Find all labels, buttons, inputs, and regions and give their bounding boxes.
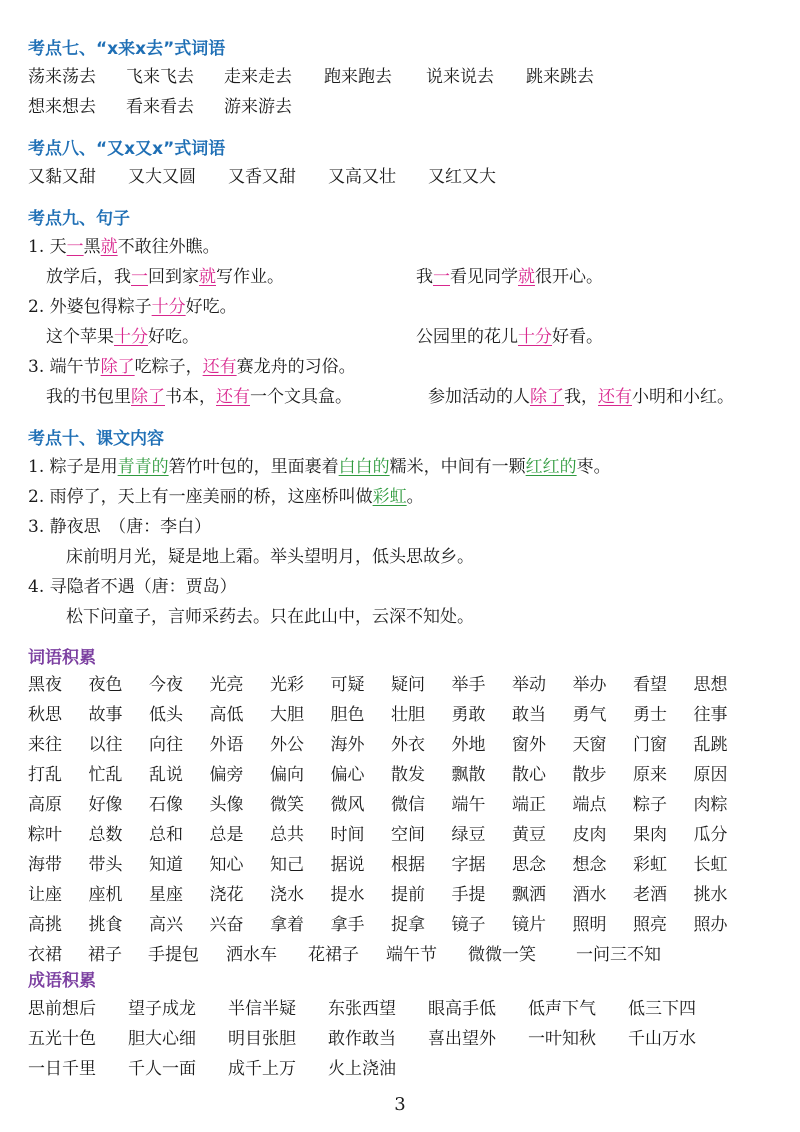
- text: 糯米，中间有一颗: [389, 457, 526, 477]
- sentence-1: [28, 236, 220, 258]
- word: 端午节: [386, 945, 437, 965]
- vocab-word: 高原: [28, 795, 62, 815]
- vocab-word: 捉拿: [391, 915, 425, 935]
- idiom: 胆大心细: [128, 1029, 196, 1049]
- vocab-word: 根据: [391, 855, 425, 875]
- vocab-word: 提水: [330, 885, 365, 905]
- page-number: 3: [394, 1094, 406, 1115]
- vocab-word: 秋思: [28, 705, 62, 725]
- vocab-word: 石像: [149, 795, 183, 815]
- vocab-word: 勇敢: [451, 705, 486, 725]
- idiom: 一叶知秋: [528, 1029, 596, 1049]
- word: 又高又壮: [328, 167, 396, 187]
- word: 看来看去: [126, 97, 194, 117]
- sentence-1-example-b: [416, 266, 603, 288]
- idiom: 千人一面: [128, 1059, 196, 1079]
- word: 裙子: [88, 945, 122, 965]
- vocab-word: 忙乱: [88, 765, 123, 785]
- word: 又香又甜: [228, 167, 296, 187]
- text: 2. 外婆包得粽子: [28, 297, 152, 317]
- vocab-word: 总是: [209, 825, 244, 845]
- vocab-word: 带头: [88, 855, 123, 875]
- vocab-word: 偏心: [330, 765, 365, 785]
- vocab-word: 座机: [88, 885, 123, 905]
- vocab-word: 手提: [451, 885, 486, 905]
- text: 3. 端午节: [28, 357, 101, 377]
- vocab-word: 偏向: [270, 765, 304, 785]
- poem-1-text: 床前明月光，疑是地上霜。举头望明月，低头思故乡。: [66, 547, 474, 567]
- text: 这个苹果: [46, 327, 114, 347]
- highlight: 十分: [518, 327, 552, 347]
- vocab-word: 据说: [330, 855, 365, 875]
- sentence-2: [28, 296, 237, 318]
- highlight: 一: [433, 267, 450, 287]
- vocab-word: 总共: [270, 825, 304, 845]
- section-7-title: 考点七、“x来x去”式词语: [28, 39, 226, 59]
- vocab-word: 知己: [270, 855, 304, 875]
- content-2: [28, 486, 424, 508]
- idiom: 敢作敢当: [328, 1029, 396, 1049]
- highlight: 除了: [131, 387, 165, 407]
- section-10-title: 考点十、课文内容: [28, 429, 164, 449]
- vocab-word: 海外: [330, 735, 365, 755]
- vocab-word: 窗外: [512, 735, 546, 755]
- poem-1-title: 3. 静夜思 （唐：李白）: [28, 517, 212, 537]
- highlight: 一: [66, 237, 84, 257]
- vocab-word: 字据: [451, 855, 486, 875]
- vocab-word: 飘洒: [512, 885, 546, 905]
- vocab-word: 头像: [209, 795, 244, 815]
- word: 洒水车: [226, 945, 277, 965]
- vocab-word: 皮肉: [572, 825, 607, 845]
- vocab-word: 故事: [88, 705, 123, 725]
- vocab-word: 酒水: [572, 885, 607, 905]
- vocab-word: 高低: [209, 705, 244, 725]
- vocab-word: 好像: [88, 795, 123, 815]
- highlight: 除了: [100, 357, 135, 377]
- text: 很开心。: [535, 267, 603, 287]
- vocab-word: 果肉: [633, 825, 667, 845]
- text: 。: [406, 487, 424, 507]
- vocab-word: 原来: [633, 765, 667, 785]
- vocab-word: 以往: [88, 735, 123, 755]
- word: 手提包: [148, 945, 199, 965]
- vocab-word: 外地: [451, 735, 486, 755]
- sentence-2-example-b: [416, 326, 603, 348]
- vocab-word: 知道: [149, 855, 183, 875]
- vocab-word: 照办: [693, 915, 728, 935]
- vocab-word: 敢当: [512, 705, 546, 725]
- vocab-word: 散发: [391, 765, 425, 785]
- vocab-word: 提前: [391, 885, 425, 905]
- vocab-word: 微笑: [270, 795, 304, 815]
- word: 跳来跳去: [526, 67, 594, 87]
- text: 我，: [564, 387, 598, 407]
- vocab-word: 夜色: [88, 675, 123, 695]
- vocab-word: 浇水: [270, 885, 304, 905]
- text: 箬竹叶包的，里面裹着: [168, 457, 339, 477]
- vocab-word: 散步: [572, 765, 607, 785]
- vocab-word: 光彩: [270, 675, 304, 695]
- idiom: 明目张胆: [228, 1029, 296, 1049]
- vocab-word: 挑水: [693, 885, 728, 905]
- vocab-word: 思想: [693, 675, 728, 695]
- word: 衣裙: [28, 945, 62, 965]
- word: 荡来荡去: [28, 67, 96, 87]
- idiom: 成千上万: [228, 1059, 296, 1079]
- word: 又红又大: [428, 167, 496, 187]
- text: 书本，: [165, 387, 216, 407]
- word: 游来游去: [224, 97, 292, 117]
- vocab-word: 今夜: [149, 675, 183, 695]
- vocab-word: 打乱: [28, 765, 62, 785]
- sentence-2-example-a: [46, 326, 199, 348]
- highlight: 还有: [216, 387, 250, 407]
- vocab-word: 长虹: [693, 855, 728, 875]
- text: 1. 粽子是用: [28, 457, 118, 477]
- vocab-word: 照明: [572, 915, 607, 935]
- highlight: 就: [199, 267, 216, 287]
- text: 一个文具盒。: [250, 387, 352, 407]
- idiom: 一日千里: [28, 1059, 96, 1079]
- text: 赛龙舟的习俗。: [236, 357, 356, 377]
- vocab-word: 来往: [28, 735, 62, 755]
- vocab-word: 挑食: [88, 915, 123, 935]
- text: 回到家: [148, 267, 199, 287]
- highlight: 彩虹: [372, 487, 407, 507]
- text: 不敢往外瞧。: [117, 237, 220, 257]
- section-8-title: 考点八、“又x又x”式词语: [28, 139, 226, 159]
- highlight: 红红的: [525, 457, 577, 477]
- word: 走来走去: [224, 67, 292, 87]
- text: 参加活动的人: [428, 387, 530, 407]
- vocab-word: 黑夜: [28, 675, 62, 695]
- text: 1. 天: [28, 237, 67, 257]
- vocab-word: 端正: [512, 795, 546, 815]
- vocab-word: 勇气: [572, 705, 607, 725]
- idiom: 五光十色: [28, 1029, 96, 1049]
- word: 花裙子: [308, 945, 359, 965]
- vocab-word: 想念: [572, 855, 607, 875]
- vocab-word: 往事: [693, 705, 728, 725]
- vocab-word: 勇士: [633, 705, 667, 725]
- vocab-word: 低头: [149, 705, 183, 725]
- vocab-word: 照亮: [633, 915, 667, 935]
- text: 小明和小红。: [632, 387, 734, 407]
- text: 枣。: [576, 457, 611, 477]
- sentence-3-example-a: [46, 386, 352, 408]
- highlight: 十分: [114, 327, 148, 347]
- text: 黑: [83, 237, 101, 257]
- text: 2. 雨停了，天上有一座美丽的桥，这座桥叫做: [28, 487, 373, 507]
- vocab-word: 举手: [451, 675, 486, 695]
- vocab-word: 粽子: [633, 795, 667, 815]
- highlight: 还有: [598, 387, 632, 407]
- vocab-word: 绿豆: [451, 825, 486, 845]
- vocab-word: 镜片: [512, 915, 546, 935]
- vocab-word: 偏旁: [209, 765, 244, 785]
- text: 好看。: [552, 327, 603, 347]
- word: 跑来跑去: [324, 67, 392, 87]
- highlight: 一: [131, 267, 148, 287]
- idioms-title: 成语积累: [28, 971, 96, 991]
- vocab-word: 知心: [209, 855, 244, 875]
- text: 看见同学: [450, 267, 518, 287]
- vocab-word: 时间: [330, 825, 365, 845]
- vocab-word: 外公: [270, 735, 304, 755]
- vocab-word: 兴奋: [209, 915, 244, 935]
- word: 又黏又甜: [28, 167, 96, 187]
- vocab-word: 壮胆: [391, 705, 425, 725]
- highlight: 青青的: [117, 457, 169, 477]
- vocab-word: 散心: [512, 765, 546, 785]
- vocab-word: 黄豆: [512, 825, 546, 845]
- text: 公园里的花儿: [416, 327, 518, 347]
- text: 好吃。: [185, 297, 237, 317]
- poem-2-text: 松下问童子，言师采药去。只在此山中，云深不知处。: [66, 607, 474, 627]
- vocab-word: 飘散: [451, 765, 486, 785]
- vocab-word: 乱说: [149, 765, 183, 785]
- word: 飞来飞去: [126, 67, 194, 87]
- word: 微微一笑: [468, 945, 536, 965]
- text: 我: [416, 267, 433, 287]
- vocab-word: 空间: [391, 825, 425, 845]
- poem-2-title: 4. 寻隐者不遇（唐：贾岛）: [28, 577, 237, 597]
- text: 我的书包里: [46, 387, 131, 407]
- vocab-word: 拿手: [330, 915, 365, 935]
- idiom: 低声下气: [528, 999, 596, 1019]
- highlight: 白白的: [338, 457, 390, 477]
- vocab-word: 海带: [28, 855, 62, 875]
- word: 一问三不知: [576, 945, 661, 965]
- vocab-word: 粽叶: [28, 825, 62, 845]
- vocab-word: 浇花: [209, 885, 244, 905]
- vocab-word: 外语: [209, 735, 244, 755]
- vocab-word: 门窗: [633, 735, 667, 755]
- idiom: 眼高手低: [428, 999, 496, 1019]
- vocab-word: 瓜分: [693, 825, 728, 845]
- vocab-word: 可疑: [330, 675, 365, 695]
- highlight: 十分: [151, 297, 186, 317]
- content-1: [28, 456, 611, 478]
- section-9-title: 考点九、句子: [28, 209, 130, 229]
- vocab-word: 端点: [572, 795, 607, 815]
- idiom: 半信半疑: [228, 999, 296, 1019]
- highlight: 除了: [530, 387, 564, 407]
- vocab-word: 让座: [28, 885, 62, 905]
- vocab-word: 原因: [693, 765, 728, 785]
- idiom: 火上浇油: [328, 1059, 396, 1079]
- vocab-word: 星座: [149, 885, 183, 905]
- highlight: 就: [100, 237, 118, 257]
- vocab-word: 微风: [330, 795, 365, 815]
- vocab-title: 词语积累: [28, 648, 96, 668]
- highlight: 还有: [202, 357, 237, 377]
- vocab-word: 总和: [149, 825, 183, 845]
- vocab-word: 疑问: [391, 675, 425, 695]
- sentence-3: [28, 356, 356, 378]
- vocab-word: 彩虹: [633, 855, 667, 875]
- vocab-word: 思念: [512, 855, 546, 875]
- vocab-word: 天窗: [572, 735, 607, 755]
- idiom: 千山万水: [628, 1029, 696, 1049]
- vocab-word: 老酒: [633, 885, 667, 905]
- vocab-word: 肉粽: [693, 795, 728, 815]
- text: 写作业。: [216, 267, 284, 287]
- vocab-word: 总数: [88, 825, 123, 845]
- text: 好吃。: [148, 327, 199, 347]
- vocab-word: 举动: [512, 675, 546, 695]
- vocab-word: 微信: [391, 795, 425, 815]
- idiom: 东张西望: [328, 999, 396, 1019]
- vocab-word: 举办: [572, 675, 607, 695]
- vocab-word: 胆色: [330, 705, 365, 725]
- text: 放学后，我: [46, 267, 131, 287]
- sentence-3-example-b: [428, 386, 734, 408]
- vocab-word: 光亮: [209, 675, 244, 695]
- vocab-word: 端午: [451, 795, 486, 815]
- highlight: 就: [518, 267, 535, 287]
- vocab-word: 外衣: [391, 735, 425, 755]
- idiom: 低三下四: [628, 999, 696, 1019]
- vocab-word: 看望: [633, 675, 667, 695]
- vocab-word: 高兴: [149, 915, 183, 935]
- vocab-word: 乱跳: [693, 735, 728, 755]
- idiom: 望子成龙: [128, 999, 196, 1019]
- vocab-word: 高挑: [28, 915, 62, 935]
- word: 说来说去: [426, 67, 494, 87]
- vocab-word: 向往: [149, 735, 183, 755]
- word: 又大又圆: [128, 167, 196, 187]
- idiom: 思前想后: [28, 999, 96, 1019]
- word: 想来想去: [28, 97, 96, 117]
- vocab-word: 拿着: [270, 915, 304, 935]
- vocab-word: 镜子: [451, 915, 486, 935]
- sentence-1-example-a: [46, 266, 284, 288]
- idiom: 喜出望外: [428, 1029, 496, 1049]
- vocab-word: 大胆: [270, 705, 304, 725]
- text: 吃粽子，: [134, 357, 203, 377]
